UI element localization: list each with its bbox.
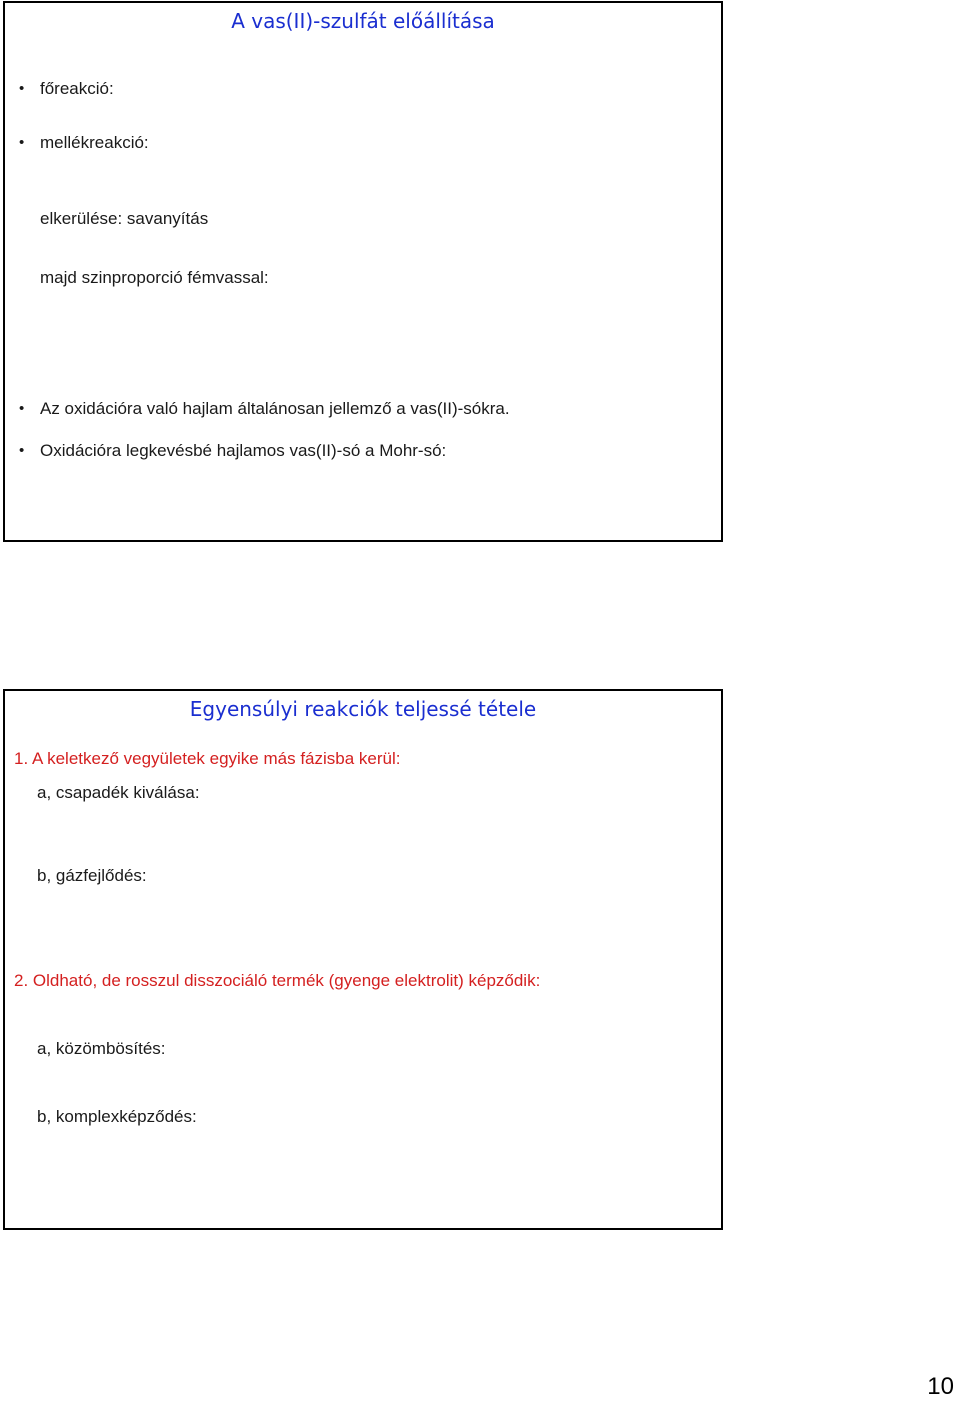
slide-vas-szulfat (3, 1, 723, 542)
numbered-item-2: 2. Oldható, de rosszul disszociáló termék (gyenge elektrolit) képződik: (14, 971, 541, 990)
sub-item-gazfejlodes: b, gázfejlődés: (37, 866, 147, 885)
sub-item-komplexkepzodes: b, komplexképződés: (37, 1107, 197, 1126)
bullet-item-oxidacio: • Az oxidációra való hajlam általánosan jellemző a vas(II)-sókra. (40, 399, 510, 419)
bullet-item-foreakcio: • főreakció: (40, 79, 114, 99)
bullet-item-mohr-so: • Oxidációra legkevésbé hajlamos vas(II)-só a Mohr-só: (40, 441, 446, 461)
text-szinproporcio: majd szinproporció fémvassal: (40, 268, 269, 287)
sub-item-kozombosites: a, közömbösítés: (37, 1039, 166, 1058)
text-elkerulese: elkerülése: savanyítás (40, 209, 209, 228)
bullet-item-mellekreakcio: • mellékreakció: (40, 133, 149, 153)
slide-title: A vas(II)-szulfát előállítása (231, 9, 495, 33)
slide-title: Egyensúlyi reakciók teljessé tétele (189, 697, 537, 721)
numbered-item-1: 1. A keletkező vegyületek egyike más fázisba kerül: (14, 749, 401, 768)
slide-egyensulyi-reakciok (3, 689, 723, 1230)
sub-item-csapadek: a, csapadék kiválása: (37, 783, 200, 802)
page-number: 10 (927, 1373, 954, 1400)
